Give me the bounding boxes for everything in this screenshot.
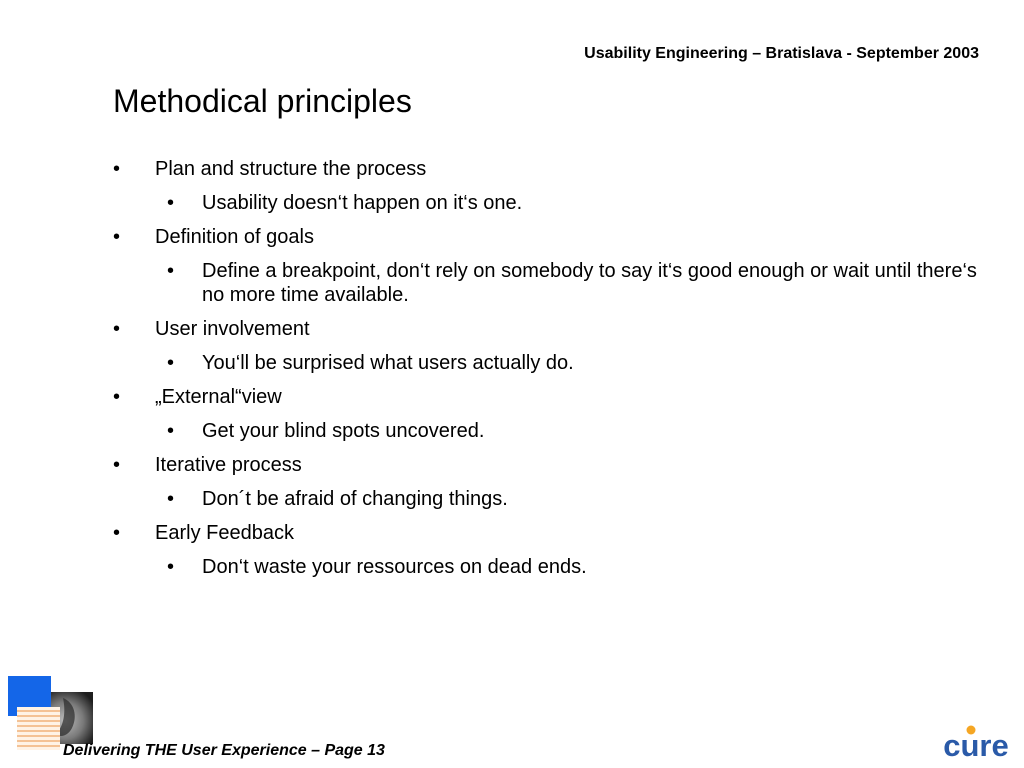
sub-bullet-text: Don‘t waste your ressources on dead ends. xyxy=(202,556,587,578)
bullet-text: „External“view xyxy=(155,386,282,408)
bullet-icon: • xyxy=(113,454,121,476)
bullet-text: Plan and structure the process xyxy=(155,158,427,180)
sub-bullet-item xyxy=(113,419,983,443)
bullet-group xyxy=(113,225,983,307)
bullet-list xyxy=(113,157,983,589)
bullet-item xyxy=(113,385,983,409)
sub-bullet-item xyxy=(113,351,983,375)
bullet-icon: • xyxy=(167,192,175,214)
bullet-text: User involvement xyxy=(155,318,310,340)
bullet-text: Iterative process xyxy=(155,454,302,476)
sub-bullet-item xyxy=(113,555,983,579)
sub-bullet-text: Usability doesn‘t happen on it‘s one. xyxy=(202,192,523,214)
slide-footer: Delivering THE User Experience – Page 13 xyxy=(63,742,385,759)
slide-title: Methodical principles xyxy=(113,83,412,119)
sub-bullet-text: Don´t be afraid of changing things. xyxy=(202,488,508,510)
bullet-icon: • xyxy=(167,488,175,510)
bullet-icon: • xyxy=(167,260,175,282)
bullet-item xyxy=(113,157,983,181)
sub-bullet-text: Define a breakpoint, don‘t rely on somebody to say it‘s good enough or wait until there‘s no more time available. xyxy=(202,260,977,306)
bullet-group xyxy=(113,453,983,511)
bullet-item xyxy=(113,453,983,477)
bullet-text: Early Feedback xyxy=(155,522,294,544)
cure-logo xyxy=(938,718,1014,760)
bullet-icon: • xyxy=(113,318,121,340)
bullet-icon: • xyxy=(113,386,121,408)
bullet-icon: • xyxy=(113,158,121,180)
bullet-group xyxy=(113,521,983,579)
bullet-item xyxy=(113,521,983,545)
sub-bullet-text: Get your blind spots uncovered. xyxy=(202,420,485,442)
sub-bullet-item xyxy=(113,191,983,215)
bullet-icon: • xyxy=(167,556,175,578)
decorative-logo-icon xyxy=(8,676,94,750)
bullet-group xyxy=(113,317,983,375)
cure-logo-text: cure xyxy=(943,728,1009,760)
bullet-icon: • xyxy=(113,226,121,248)
bullet-icon: • xyxy=(113,522,121,544)
sub-bullet-item xyxy=(113,487,983,511)
bullet-group xyxy=(113,385,983,443)
sub-bullet-text: You‘ll be surprised what users actually do. xyxy=(202,352,574,374)
bullet-item xyxy=(113,225,983,249)
bullet-item xyxy=(113,317,983,341)
bullet-icon: • xyxy=(167,420,175,442)
bullet-text: Definition of goals xyxy=(155,226,314,248)
bullet-icon: • xyxy=(167,352,175,374)
sub-bullet-item xyxy=(113,259,983,307)
bullet-group xyxy=(113,157,983,215)
slide-header: Usability Engineering – Bratislava - September 2003 xyxy=(584,45,979,62)
